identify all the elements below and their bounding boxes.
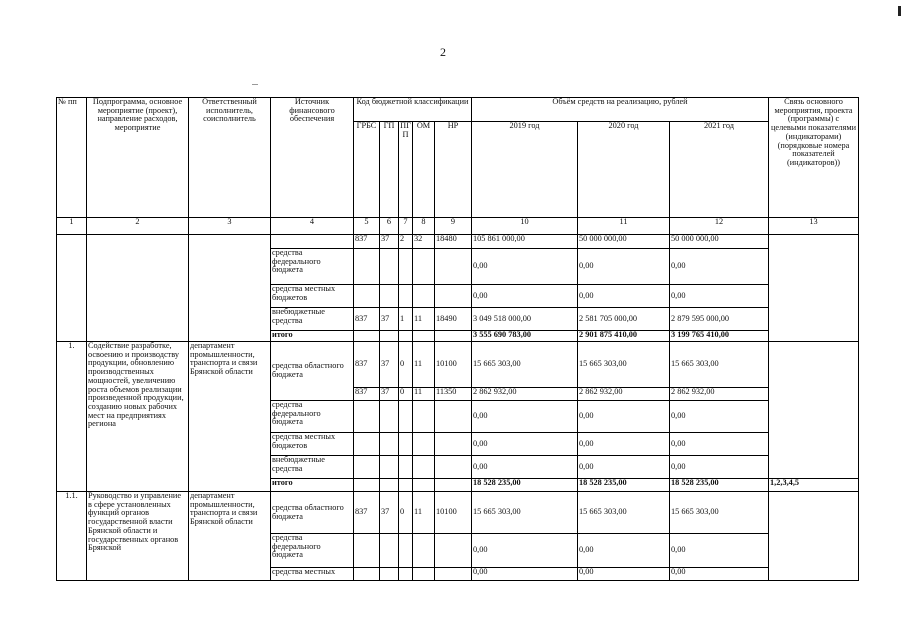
colnum-cell: 5 (354, 218, 380, 235)
cell-2021: 2 862 932,00 (670, 388, 769, 401)
cell-link: 1,2,3,4,5 (769, 479, 859, 492)
cell-2021: 0,00 (670, 249, 769, 285)
cell-np: 18490 (435, 308, 472, 331)
header-program: Подпрограмма, основное мероприятие (проект), направление расходов, мероприятие (87, 98, 189, 218)
cell-2020: 2 862 932,00 (578, 388, 670, 401)
cell-2021: 15 665 303,00 (670, 492, 769, 534)
cell-2021: 0,00 (670, 433, 769, 456)
cell-np: 11350 (435, 388, 472, 401)
cell-2021: 0,00 (670, 285, 769, 308)
cell-source: средства местных (271, 568, 354, 581)
colnum-cell: 11 (578, 218, 670, 235)
cell-num: 1.1. (57, 492, 87, 581)
cell-executor: департамент промышленности, транспорта и связи Брянской области (189, 492, 271, 581)
cell-source: внебюджетные средства (271, 456, 354, 479)
header-2020: 2020 год (578, 122, 670, 218)
colnum-cell: 8 (413, 218, 435, 235)
header-pgp: ПГП (399, 122, 413, 218)
cell-source: средства федерального бюджета (271, 534, 354, 568)
colnum-cell: 6 (380, 218, 399, 235)
cell-om: 11 (413, 308, 435, 331)
cell-2020: 2 581 705 000,00 (578, 308, 670, 331)
table-row (57, 342, 859, 388)
cell-2021: 0,00 (670, 456, 769, 479)
cell-program (87, 235, 189, 342)
cell-2021: 0,00 (670, 568, 769, 581)
cell-gp: 37 (380, 235, 399, 249)
cell-grbs: 837 (354, 492, 380, 534)
cell-2019: 0,00 (472, 534, 578, 568)
cell-2021: 15 665 303,00 (670, 342, 769, 388)
cell-2019: 3 049 518 000,00 (472, 308, 578, 331)
cell-source: средства федерального бюджета (271, 401, 354, 433)
cell-2021: 2 879 595 000,00 (670, 308, 769, 331)
cell-pgp: 0 (399, 342, 413, 388)
cell-grbs: 837 (354, 235, 380, 249)
cell-2019: 0,00 (472, 285, 578, 308)
header-2019: 2019 год (472, 122, 578, 218)
cell-2020: 50 000 000,00 (578, 235, 670, 249)
cell-2019: 0,00 (472, 568, 578, 581)
cell-pgp: 0 (399, 388, 413, 401)
cell-gp: 37 (380, 308, 399, 331)
cell-2020: 15 665 303,00 (578, 342, 670, 388)
cell-grbs: 837 (354, 342, 380, 388)
cell-2020: 15 665 303,00 (578, 492, 670, 534)
cell-2021: 18 528 235,00 (670, 479, 769, 492)
cell-2020: 2 901 875 410,00 (578, 331, 670, 342)
header-budget-code: Код бюджетной классификации (354, 98, 472, 122)
cell-2019: 105 861 000,00 (472, 235, 578, 249)
cell-source: средства федерального бюджета (271, 249, 354, 285)
cell-2019: 2 862 932,00 (472, 388, 578, 401)
cell-2020: 0,00 (578, 249, 670, 285)
header-link: Связь основного мероприятия, проекта (программы) с целевыми показателями (индикаторами) (порядковые номера показателей (индикаторов)) (769, 98, 859, 218)
colnum-cell: 3 (189, 218, 271, 235)
cell-source (271, 235, 354, 249)
cell-om: 11 (413, 492, 435, 534)
cell-program: Руководство и управление в сфере установленных функций органов государственной власти Брянской области и государственных органов Брянской (87, 492, 189, 581)
cell-pgp: 0 (399, 492, 413, 534)
scan-dash (252, 84, 258, 85)
header-om: ОМ (413, 122, 435, 218)
colnum-cell: 1 (57, 218, 87, 235)
colnum-cell: 10 (472, 218, 578, 235)
cell-2019: 15 665 303,00 (472, 342, 578, 388)
table-row (57, 492, 859, 534)
header-num: № пп (57, 98, 87, 218)
cell-executor (189, 235, 271, 342)
cell-pgp: 2 (399, 235, 413, 249)
cell-source: средства областного бюджета (271, 342, 354, 401)
cell-num (57, 235, 87, 342)
cell-2019: 0,00 (472, 401, 578, 433)
table-row (57, 235, 859, 249)
cell-np: 10100 (435, 492, 472, 534)
cell-2021: 3 199 765 410,00 (670, 331, 769, 342)
cell-2020: 0,00 (578, 401, 670, 433)
cell-link (769, 235, 859, 342)
cell-gp: 37 (380, 342, 399, 388)
header-grbs: ГРБС (354, 122, 380, 218)
cell-2020: 0,00 (578, 285, 670, 308)
cell-source: внебюджетные средства (271, 308, 354, 331)
colnum-cell: 12 (670, 218, 769, 235)
header-gp: ГП (380, 122, 399, 218)
cell-np: 10100 (435, 342, 472, 388)
cell-2019: 3 555 690 783,00 (472, 331, 578, 342)
cell-2020: 0,00 (578, 433, 670, 456)
cell-source: средства областного бюджета (271, 492, 354, 534)
cell-2021: 50 000 000,00 (670, 235, 769, 249)
cell-2019: 0,00 (472, 249, 578, 285)
cell-gp: 37 (380, 492, 399, 534)
cell-2019: 18 528 235,00 (472, 479, 578, 492)
colnum-cell: 7 (399, 218, 413, 235)
header-row-1 (57, 98, 859, 122)
header-executor: Ответственный исполнитель, соисполнитель (189, 98, 271, 218)
cell-om: 11 (413, 388, 435, 401)
cell-np: 18480 (435, 235, 472, 249)
header-np: НР (435, 122, 472, 218)
cell-2020: 0,00 (578, 534, 670, 568)
budget-table (56, 97, 859, 581)
cell-link (769, 342, 859, 479)
cell-grbs: 837 (354, 388, 380, 401)
cell-source: средства местных бюджетов (271, 285, 354, 308)
cell-2020: 0,00 (578, 456, 670, 479)
cell-2021: 0,00 (670, 534, 769, 568)
cell-link (769, 492, 859, 581)
cell-source: средства местных бюджетов (271, 433, 354, 456)
cell-2020: 0,00 (578, 568, 670, 581)
header-source: Источник финансового обеспечения (271, 98, 354, 218)
corner-mark (898, 6, 901, 16)
cell-2019: 15 665 303,00 (472, 492, 578, 534)
column-number-row (57, 218, 859, 235)
colnum-cell: 4 (271, 218, 354, 235)
cell-source: итого (271, 331, 354, 342)
cell-source: итого (271, 479, 354, 492)
cell-2020: 18 528 235,00 (578, 479, 670, 492)
colnum-cell: 13 (769, 218, 859, 235)
cell-2021: 0,00 (670, 401, 769, 433)
page-number: 2 (440, 45, 446, 59)
cell-om: 32 (413, 235, 435, 249)
cell-om: 11 (413, 342, 435, 388)
cell-num: 1. (57, 342, 87, 492)
colnum-cell: 9 (435, 218, 472, 235)
cell-program: Содействие разработке, освоению и производству продукции, обновлению производственных мощностей, увеличению роста объемов реализации произведенной продукции, созданию новых рабочих мест на предприятиях региона (87, 342, 189, 492)
cell-pgp: 1 (399, 308, 413, 331)
cell-2019: 0,00 (472, 456, 578, 479)
header-volume: Объём средств на реализацию, рублей (472, 98, 769, 122)
cell-2019: 0,00 (472, 433, 578, 456)
header-2021: 2021 год (670, 122, 769, 218)
cell-executor: департамент промышленности, транспорта и связи Брянской области (189, 342, 271, 492)
cell-gp: 37 (380, 388, 399, 401)
colnum-cell: 2 (87, 218, 189, 235)
cell-grbs: 837 (354, 308, 380, 331)
